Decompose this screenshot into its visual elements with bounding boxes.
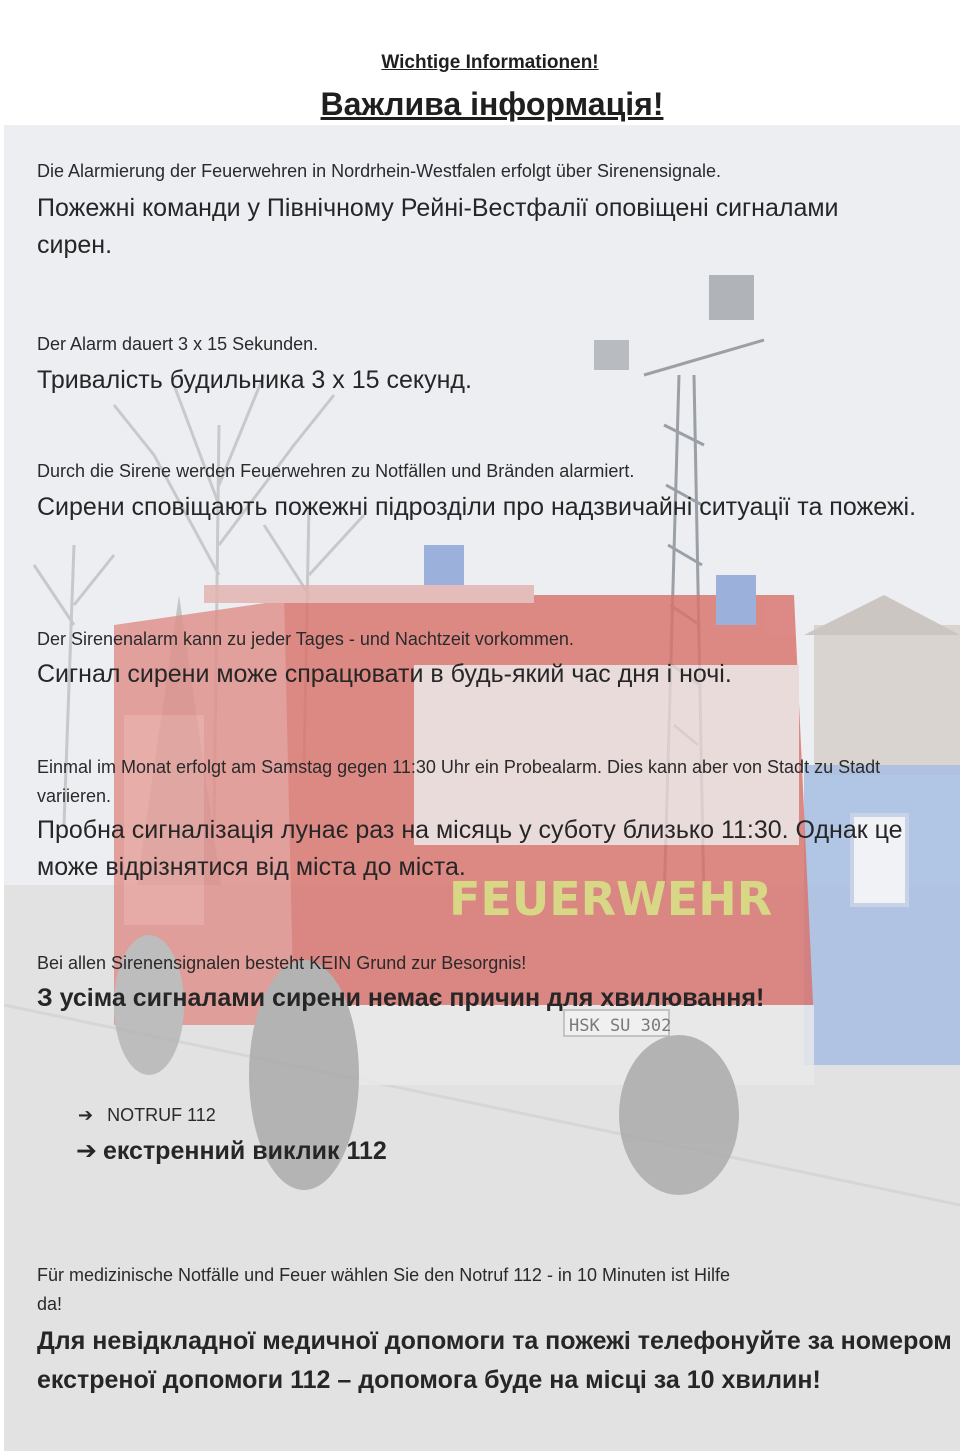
section-2-german: Der Alarm dauert 3 x 15 Sekunden. bbox=[37, 334, 319, 354]
arrow-right-icon: ➔ bbox=[78, 1105, 94, 1125]
section-4-ukrainian: Сигнал сирени може спрацювати в будь-який час дня і ночі. bbox=[37, 660, 732, 688]
final-note-german: Für medizinische Notfälle und Feuer wählen Sie den Notruf 112 - in 10 Minuten ist Hilfe da! bbox=[37, 1265, 731, 1314]
section-1-ukrainian: Пожежні команди у Північному Рейні-Вестфалії оповіщені сигналами сирен. bbox=[37, 194, 839, 259]
section-5-german: Einmal im Monat erfolgt am Samstag gegen 11:30 Uhr ein Probealarm. Dies kann aber von Stadt zu Stadt variieren. bbox=[37, 757, 881, 806]
emergency-number-german-label: NOTRUF 112 bbox=[107, 1105, 216, 1125]
section-5-ukrainian: Пробна сигналізація лунає раз на місяць у суботу близько 11:30. Однак це може відрізнятися від міста до міста. bbox=[37, 816, 903, 881]
arrow-right-icon: ➔ bbox=[76, 1137, 97, 1165]
section-1-german: Die Alarmierung der Feuerwehren in Nordrhein-Westfalen erfolgt über Sirenensignale. bbox=[37, 161, 722, 181]
section-6-german: Bei allen Sirenensignalen besteht KEIN Grund zur Besorgnis! bbox=[37, 953, 527, 973]
final-note-ukrainian: Для невідкладної медичної допомоги та пожежі телефонуйте за номером екстреної допомоги 112 – допомога буде на місці за 10 хвилин! bbox=[37, 1327, 952, 1394]
title-german: Wichtige Informationen! bbox=[381, 52, 599, 73]
section-4-german: Der Sirenenalarm kann zu jeder Tages - und Nachtzeit vorkommen. bbox=[37, 629, 574, 649]
section-3-ukrainian: Сирени сповіщають пожежні підрозділи про надзвичайні ситуації та пожежі. bbox=[37, 493, 917, 521]
section-2-ukrainian: Тривалість будильника 3 х 15 секунд. bbox=[37, 366, 472, 394]
emergency-number-german bbox=[78, 1105, 216, 1126]
emergency-number-ukrainian bbox=[76, 1136, 387, 1166]
section-6-ukrainian: З усіма сигналами сирени немає причин для хвилювання! bbox=[37, 984, 765, 1012]
truck-lettering: FEUERWEHR bbox=[449, 872, 773, 926]
emergency-number-ukrainian-label: екстренний виклик 112 bbox=[102, 1136, 387, 1165]
license-plate-text: HSK SU 302 bbox=[569, 1016, 672, 1036]
title-ukrainian: Важлива інформація! bbox=[320, 86, 664, 122]
section-3-german: Durch die Sirene werden Feuerwehren zu Notfällen und Bränden alarmiert. bbox=[37, 461, 635, 481]
